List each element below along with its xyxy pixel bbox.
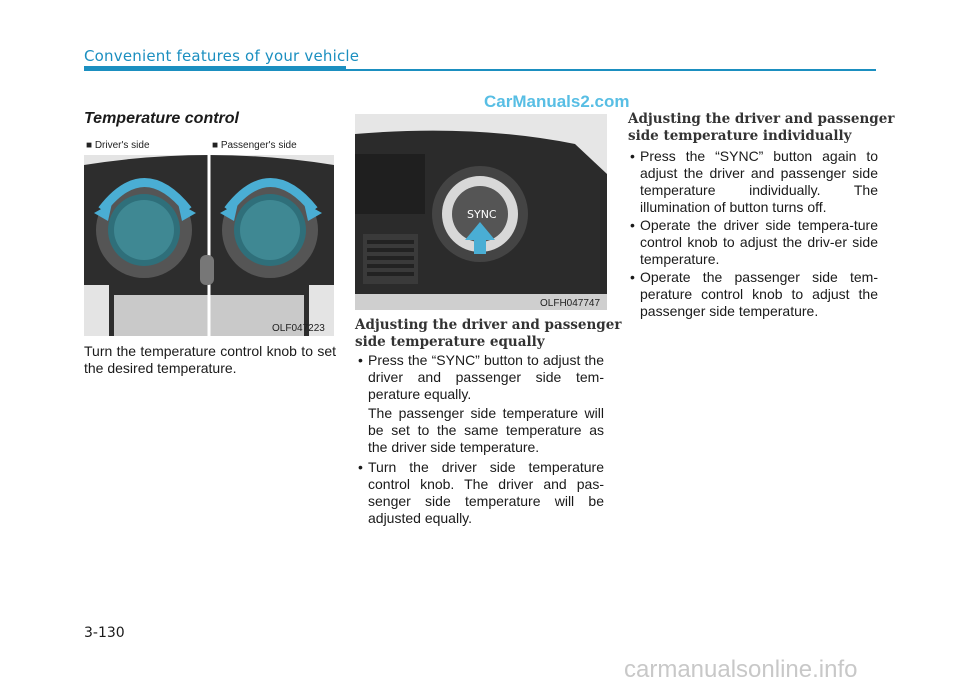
left-body-text: Turn the temperature control knob to set the desired temperature. (84, 343, 336, 376)
figure-sync-button (355, 114, 607, 310)
watermark-bottom[interactable]: carmanualsonline.info (624, 656, 858, 683)
right-bullet-2: • Operate the driver side tempera-ture control knob to adjust the driv-er side temperature. (630, 217, 878, 267)
figure-temperature-knobs (84, 155, 334, 336)
middle-heading-line1: Adjusting the driver and passenger (355, 317, 622, 333)
figure-code-left: OLF047223 (272, 323, 325, 334)
sync-label: SYNC (467, 208, 497, 221)
header-rule (346, 69, 876, 71)
page-number: 3-130 (84, 625, 125, 641)
section-header: Convenient features of your vehicle (84, 47, 360, 65)
watermark-top[interactable]: CarManuals2.com (484, 92, 630, 111)
figure-code-middle: OLFH047747 (540, 298, 601, 309)
legend-driver: ■ Driver's side (86, 140, 150, 151)
knobs-illustration (84, 155, 334, 336)
section-title: Temperature control (84, 110, 239, 127)
right-heading-line1: Adjusting the driver and passenger (628, 111, 895, 127)
legend-passenger: ■ Passenger's side (212, 140, 297, 151)
right-bullet-3: • Operate the passenger side tem-perature control knob to adjust the passenger side temperature. (630, 269, 878, 319)
middle-bullet-2: • Turn the driver side temperature control knob. The driver and pas-senger side temperature will be adjusted equally. (358, 459, 604, 526)
sync-illustration (355, 114, 607, 310)
right-heading-line2: side temperature individually (628, 128, 852, 144)
middle-note-1: The passenger side temperature will be set to the same temperature as the driver side temperature. (368, 405, 604, 455)
right-bullet-1: • Press the “SYNC” button again to adjust the driver and passenger side temperature individually. The illumination of button turns off. (630, 148, 878, 215)
middle-heading-line2: side temperature equally (355, 334, 545, 350)
header-bar (84, 66, 346, 71)
middle-bullet-1: • Press the “SYNC” button to adjust the driver and passenger side tem-perature equally. (358, 352, 604, 402)
